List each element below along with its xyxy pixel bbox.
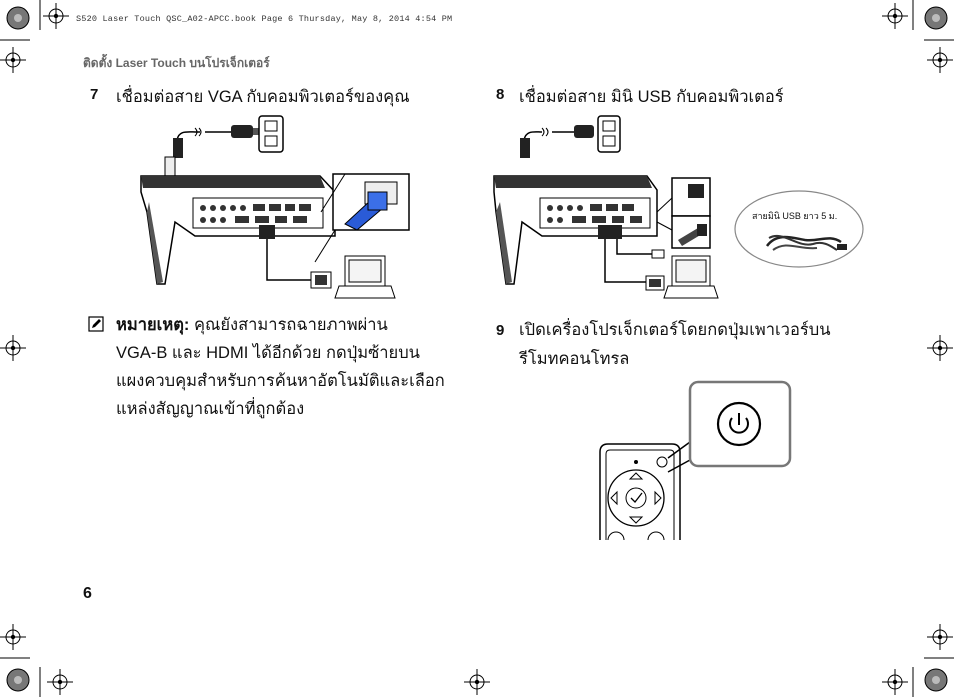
step-9-line-2: รีโมทคอนโทรล (519, 350, 630, 368)
usb-connection-illustration (492, 112, 732, 302)
registration-star-top-left (7, 7, 29, 29)
usb-cable-callout (733, 190, 867, 270)
registration-star-bottom-right (925, 669, 947, 691)
note-line-1: คุณยังสามารถฉายภาพผ่าน (194, 316, 388, 334)
usb-cable-caption: สายมินิ USB ยาว 5 ม. (752, 211, 838, 221)
step-9-number: 9 (496, 322, 505, 339)
registration-star-top-right (925, 7, 947, 29)
note-line-2: VGA-B และ HDMI ได้อีกด้วย กดปุ่มซ้ายบน (116, 344, 420, 362)
step-9-line-1: เปิดเครื่องโปรเจ็กเตอร์โดยกดปุ่มเพาเวอร์บน (519, 321, 831, 339)
print-header: S520 Laser Touch QSC_A02-APCC.book Page 6 Thursday, May 8, 2014 4:54 PM (76, 14, 453, 24)
note-line-4: แหล่งสัญญาณเข้าที่ถูกต้อง (116, 400, 305, 418)
registration-star-bottom-left (7, 669, 29, 691)
step-8-number: 8 (496, 86, 505, 103)
step-7-number: 7 (90, 86, 99, 103)
step-9-text (519, 316, 879, 374)
step-8-text: เชื่อมต่อสาย มินิ USB กับคอมพิวเตอร์ (519, 88, 784, 106)
pencil-note-icon (88, 316, 104, 332)
running-head: ติดตั้ง Laser Touch บนโปรเจ็กเตอร์ (83, 56, 270, 70)
note-line-3: แผงควบคุมสำหรับการค้นหาอัตโนมัติและเลือก (116, 372, 445, 390)
note-label: หมายเหตุ: (116, 316, 190, 334)
page-number: 6 (83, 585, 92, 602)
vga-connection-illustration (135, 112, 415, 304)
remote-control-illustration (594, 380, 794, 542)
note-block (116, 311, 476, 423)
step-7-text: เชื่อมต่อสาย VGA กับคอมพิวเตอร์ของคุณ (116, 88, 410, 106)
